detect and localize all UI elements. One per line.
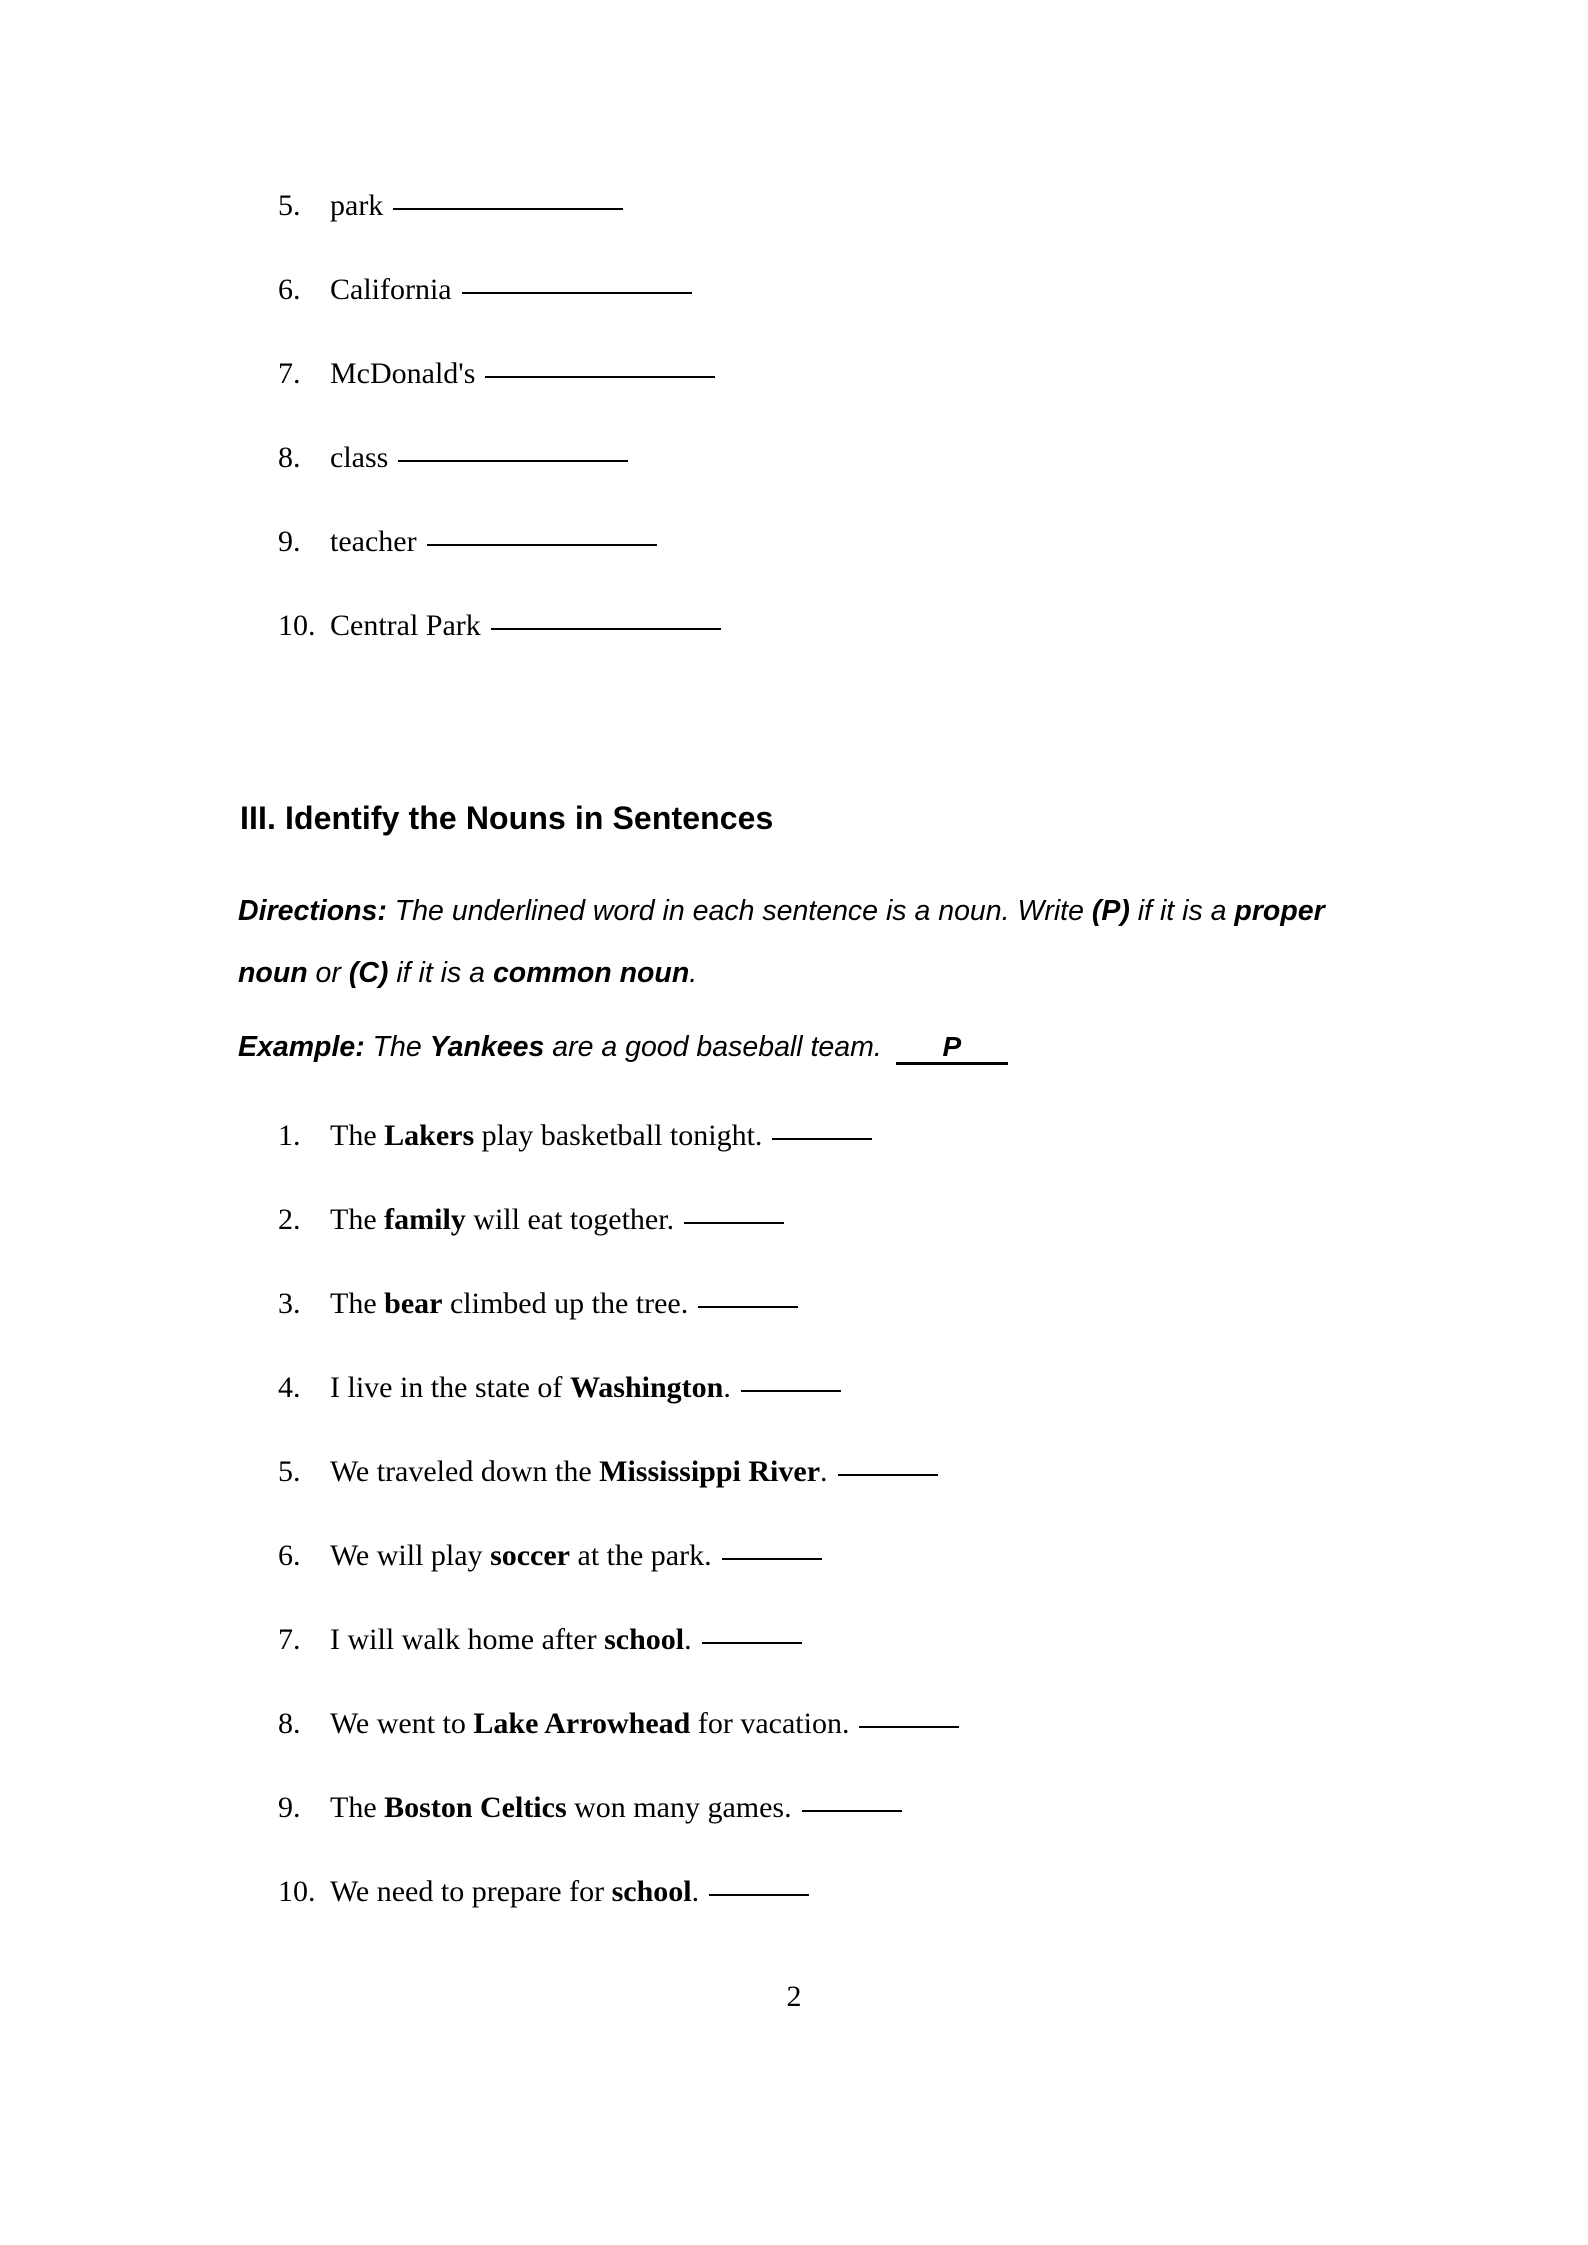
- sentence-before: We need to prepare for: [330, 1875, 612, 1908]
- answer-blank[interactable]: [722, 1558, 822, 1560]
- table-row: [278, 1538, 1428, 1622]
- table-row: [278, 1790, 1428, 1874]
- list-item-number: 6.: [278, 273, 301, 306]
- directions-bold-p: (P): [1091, 895, 1130, 927]
- sentence-number: 2.: [278, 1203, 301, 1236]
- sentence-after: .: [820, 1455, 828, 1488]
- directions-text-4: if it is a: [388, 957, 493, 989]
- sentence-noun: Mississippi River: [599, 1455, 821, 1488]
- list-item: [278, 608, 1178, 692]
- sentence-after: climbed up the tree.: [442, 1287, 689, 1320]
- sentence-exercise-list: [278, 1118, 1428, 1958]
- list-item-word: McDonald's: [330, 357, 476, 390]
- directions-bold-c: (C): [348, 957, 389, 989]
- sentence-text: [330, 1370, 731, 1406]
- sentence-text: [330, 1622, 692, 1658]
- sentence-text: [330, 1454, 828, 1490]
- answer-blank[interactable]: [485, 376, 715, 378]
- list-item-number: 9.: [278, 525, 301, 558]
- directions-text-5: .: [689, 957, 698, 989]
- table-row: [278, 1118, 1428, 1202]
- list-item-word: class: [330, 441, 389, 474]
- sentence-text: [330, 1790, 792, 1826]
- list-item: [278, 188, 1178, 272]
- sentence-after: .: [691, 1875, 700, 1908]
- sentence-number: 8.: [278, 1707, 301, 1740]
- list-item-number: 8.: [278, 441, 301, 474]
- page-number: 2: [786, 1980, 802, 2013]
- list-item-word: Central Park: [330, 609, 481, 642]
- list-item-word: California: [330, 273, 452, 306]
- sentence-noun: Washington: [569, 1371, 724, 1404]
- directions-bold-proper-noun: proper noun: [238, 895, 1325, 989]
- sentence-noun: family: [384, 1203, 466, 1236]
- example-label: Example:: [238, 1031, 365, 1063]
- directions-text-2: if it is a: [1129, 895, 1235, 927]
- example-text-1: The: [364, 1031, 430, 1063]
- directions-bold-common-noun: common noun: [492, 957, 690, 989]
- sentence-noun: Lake Arrowhead: [473, 1707, 691, 1740]
- sentence-after: play basketball tonight.: [474, 1119, 763, 1152]
- table-row: [278, 1874, 1428, 1958]
- sentence-after: .: [723, 1371, 731, 1404]
- table-row: [278, 1370, 1428, 1454]
- sentence-number: 6.: [278, 1539, 301, 1572]
- sentence-before: We will play: [330, 1539, 491, 1572]
- sentence-noun: school: [611, 1875, 692, 1908]
- answer-blank[interactable]: [702, 1642, 802, 1644]
- answer-blank[interactable]: [838, 1474, 938, 1476]
- sentence-number: 4.: [278, 1371, 301, 1404]
- sentence-before: I will walk home after: [330, 1623, 605, 1656]
- answer-blank[interactable]: [741, 1390, 841, 1392]
- noun-word-list: [278, 188, 1178, 692]
- sentence-number: 9.: [278, 1791, 301, 1824]
- table-row: [278, 1454, 1428, 1538]
- example-answer-blank[interactable]: P: [896, 1032, 1008, 1065]
- sentence-number: 10.: [278, 1875, 316, 1908]
- sentence-after: won many games.: [566, 1791, 792, 1824]
- sentence-number: 7.: [278, 1623, 301, 1656]
- sentence-noun: bear: [384, 1287, 443, 1320]
- sentence-text: [330, 1118, 762, 1154]
- sentence-number: 3.: [278, 1287, 301, 1320]
- sentence-text: [330, 1286, 688, 1322]
- sentence-text: [330, 1538, 712, 1574]
- answer-blank[interactable]: [698, 1306, 798, 1308]
- sentence-text: [330, 1706, 849, 1742]
- list-item-word: teacher: [330, 525, 417, 558]
- sentence-before: We traveled down the: [330, 1455, 600, 1488]
- list-item: [278, 524, 1178, 608]
- directions-text-3: or: [307, 957, 349, 989]
- sentence-after: will eat together.: [465, 1203, 675, 1236]
- list-item-number: 7.: [278, 357, 301, 390]
- answer-blank[interactable]: [684, 1222, 784, 1224]
- directions-text-1: The underlined word in each sentence is a noun. Write: [386, 895, 1092, 927]
- table-row: [278, 1706, 1428, 1790]
- sentence-before: The: [330, 1287, 385, 1320]
- answer-blank[interactable]: [462, 292, 692, 294]
- answer-blank[interactable]: [802, 1810, 902, 1812]
- table-row: [278, 1622, 1428, 1706]
- answer-blank[interactable]: [398, 460, 628, 462]
- answer-blank[interactable]: [393, 208, 623, 210]
- example-bold-noun: Yankees: [429, 1031, 545, 1063]
- answer-blank[interactable]: [859, 1726, 959, 1728]
- directions-paragraph: [238, 880, 1328, 1004]
- answer-blank[interactable]: [427, 544, 657, 546]
- list-item-number: 5.: [278, 189, 301, 222]
- list-item-number: 10.: [278, 609, 316, 642]
- answer-blank[interactable]: [772, 1138, 872, 1140]
- list-item: [278, 356, 1178, 440]
- list-item: [278, 272, 1178, 356]
- sentence-before: The: [330, 1119, 385, 1152]
- directions-label: Directions:: [238, 895, 387, 927]
- example-text-2: are a good baseball team.: [544, 1031, 882, 1063]
- sentence-before: The: [330, 1203, 385, 1236]
- example-content: [238, 1031, 882, 1064]
- answer-blank[interactable]: [491, 628, 721, 630]
- sentence-after: at the park.: [570, 1539, 712, 1572]
- sentence-before: I live in the state of: [330, 1371, 570, 1404]
- sentence-noun: Lakers: [384, 1119, 475, 1152]
- sentence-noun: school: [604, 1623, 685, 1656]
- sentence-noun: Boston Celtics: [384, 1791, 567, 1824]
- sentence-text: [330, 1874, 699, 1910]
- sentence-before: We went to: [330, 1707, 474, 1740]
- sentence-before: The: [330, 1791, 385, 1824]
- sentence-after: for vacation.: [690, 1707, 850, 1740]
- list-item-word: park: [330, 189, 384, 222]
- sentence-text: [330, 1202, 674, 1238]
- section-heading: III. Identify the Nouns in Sentences: [240, 800, 774, 836]
- table-row: [278, 1286, 1428, 1370]
- sentence-after: .: [684, 1623, 692, 1656]
- list-item: [278, 440, 1178, 524]
- sentence-noun: soccer: [490, 1539, 570, 1572]
- sentence-number: 5.: [278, 1455, 301, 1488]
- table-row: [278, 1202, 1428, 1286]
- example-line: [238, 1031, 1008, 1065]
- sentence-number: 1.: [278, 1119, 301, 1152]
- answer-blank[interactable]: [709, 1894, 809, 1896]
